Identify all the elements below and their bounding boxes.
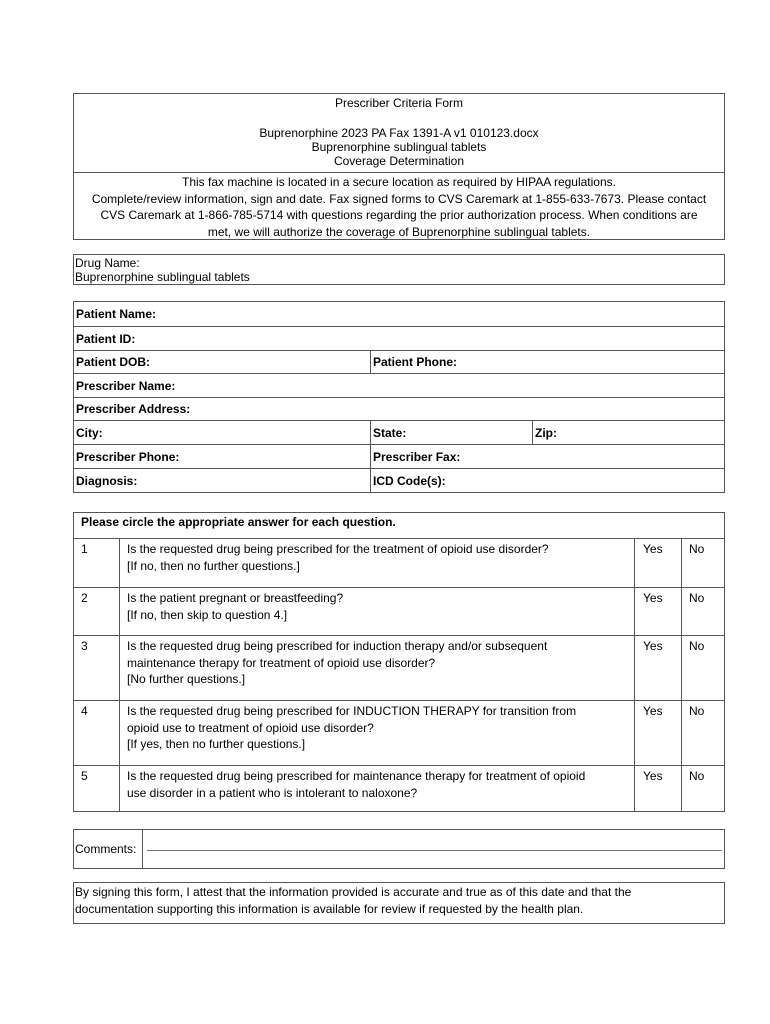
comments-label: Comments: <box>75 842 137 856</box>
comments-field-cell <box>142 830 724 868</box>
question-line: opioid use to treatment of opioid use disorder? <box>127 720 374 735</box>
comments-input[interactable] <box>147 838 722 851</box>
answer-yes-1[interactable]: Yes <box>634 539 681 587</box>
icd-codes-label: ICD Code(s): <box>373 473 446 488</box>
drug-name-value: Buprenorphine sublingual tablets <box>75 270 250 284</box>
drug-name-label: Drug Name: <box>75 256 140 270</box>
fax-notice-line: This fax machine is located in a secure location as required by HIPAA regulations. <box>181 175 616 189</box>
table-row <box>74 445 724 469</box>
table-row <box>74 351 724 374</box>
question-text <box>127 590 632 623</box>
question-row-4 <box>74 701 724 766</box>
question-row-1 <box>74 539 724 588</box>
city-label: City: <box>76 425 103 440</box>
question-line: Is the requested drug being prescribed for induction therapy and/or subsequent <box>127 639 548 653</box>
question-line: Is the requested drug being prescribed for the treatment of opioid use disorder? <box>127 542 549 556</box>
question-text <box>127 638 632 688</box>
fax-notice-line: CVS Caremark at 1-866-785-5714 with questions regarding the prior authorization process. When conditions are <box>100 208 698 223</box>
drug-name-box <box>73 254 725 285</box>
prescriber-name-field[interactable] <box>74 374 724 397</box>
question-number: 1 <box>81 542 88 556</box>
prescriber-name-label: Prescriber Name: <box>76 378 176 393</box>
question-line: Is the patient pregnant or breastfeeding? <box>127 591 344 605</box>
table-row <box>74 469 724 492</box>
questions-table <box>73 512 725 812</box>
form-drug-line: Buprenorphine sublingual tablets <box>311 140 487 154</box>
answer-no-1[interactable]: No <box>681 539 724 587</box>
prescriber-address-label: Prescriber Address: <box>76 402 191 416</box>
form-file-name: Buprenorphine 2023 PA Fax 1391-A v1 010123.docx <box>259 126 539 140</box>
answer-yes-3[interactable]: Yes <box>634 636 681 700</box>
question-row-5 <box>74 766 724 811</box>
attestation-line: By signing this form, I attest that the information provided is accurate and true as of this date and that the <box>75 885 632 899</box>
table-row <box>74 421 724 445</box>
question-line: maintenance therapy for treatment of opioid use disorder? <box>127 655 436 670</box>
question-line: [If no, then skip to question 4.] <box>127 607 288 622</box>
patient-dob-label: Patient DOB: <box>76 355 151 369</box>
table-row <box>74 398 724 421</box>
prescriber-phone-label: Prescriber Phone: <box>76 449 180 464</box>
answer-yes-5[interactable]: Yes <box>634 766 681 811</box>
question-row-2 <box>74 588 724 636</box>
answer-yes-2[interactable]: Yes <box>634 588 681 635</box>
prescriber-fax-field[interactable] <box>370 445 724 468</box>
form-header <box>73 93 725 240</box>
state-label: State: <box>373 425 407 440</box>
table-row <box>74 327 724 351</box>
attestation-box <box>73 882 725 924</box>
patient-dob-field[interactable] <box>74 351 370 373</box>
question-row-3 <box>74 636 724 701</box>
answer-yes-4[interactable]: Yes <box>634 701 681 765</box>
zip-field[interactable] <box>532 421 724 444</box>
patient-phone-field[interactable] <box>370 351 724 373</box>
diagnosis-label: Diagnosis: <box>76 473 138 488</box>
question-number: 4 <box>81 704 88 718</box>
patient-id-field[interactable] <box>74 327 724 350</box>
question-line: use disorder in a patient who is intolerant to naloxone? <box>127 785 418 800</box>
form-title: Prescriber Criteria Form <box>334 96 463 110</box>
answer-no-4[interactable]: No <box>681 701 724 765</box>
patient-name-field[interactable] <box>74 302 724 326</box>
answer-no-3[interactable]: No <box>681 636 724 700</box>
question-line: [No further questions.] <box>127 672 246 686</box>
patient-name-label: Patient Name: <box>76 307 157 321</box>
diagnosis-field[interactable] <box>74 469 370 492</box>
question-number: 5 <box>81 769 88 783</box>
city-field[interactable] <box>74 421 370 444</box>
answer-no-2[interactable]: No <box>681 588 724 635</box>
question-line: [If yes, then no further questions.] <box>127 737 306 751</box>
attestation-line: documentation supporting this information is available for review if requested by the health plan. <box>75 902 584 916</box>
table-row <box>74 374 724 398</box>
fax-notice <box>74 173 724 240</box>
question-line: Is the requested drug being prescribed for INDUCTION THERAPY for transition from <box>127 704 577 718</box>
question-line: [If no, then no further questions.] <box>127 558 300 573</box>
patient-phone-label: Patient Phone: <box>373 355 458 369</box>
question-text <box>127 703 632 753</box>
form-title-block <box>74 94 724 173</box>
comments-box <box>73 829 725 869</box>
prescriber-address-field[interactable] <box>74 398 724 420</box>
answer-no-5[interactable]: No <box>681 766 724 811</box>
question-text <box>127 541 632 574</box>
prescriber-phone-field[interactable] <box>74 445 370 468</box>
patient-id-label: Patient ID: <box>76 331 136 346</box>
table-row <box>74 302 724 327</box>
question-number: 3 <box>81 639 88 653</box>
prescriber-fax-label: Prescriber Fax: <box>373 449 461 464</box>
form-determination: Coverage Determination <box>333 154 465 168</box>
question-line: Is the requested drug being prescribed for maintenance therapy for treatment of opioid <box>127 769 586 783</box>
fax-notice-line: met, we will authorize the coverage of Buprenorphine sublingual tablets. <box>207 224 591 239</box>
icd-codes-field[interactable] <box>370 469 724 492</box>
question-text <box>127 768 632 801</box>
questions-instruction: Please circle the appropriate answer for each question. <box>74 513 724 539</box>
question-number: 2 <box>81 591 88 605</box>
fax-notice-line: Complete/review information, sign and date. Fax signed forms to CVS Caremark at 1-855-633-7673. Please contact <box>91 191 707 206</box>
patient-prescriber-table <box>73 301 725 493</box>
zip-label: Zip: <box>535 425 557 440</box>
state-field[interactable] <box>370 421 532 444</box>
